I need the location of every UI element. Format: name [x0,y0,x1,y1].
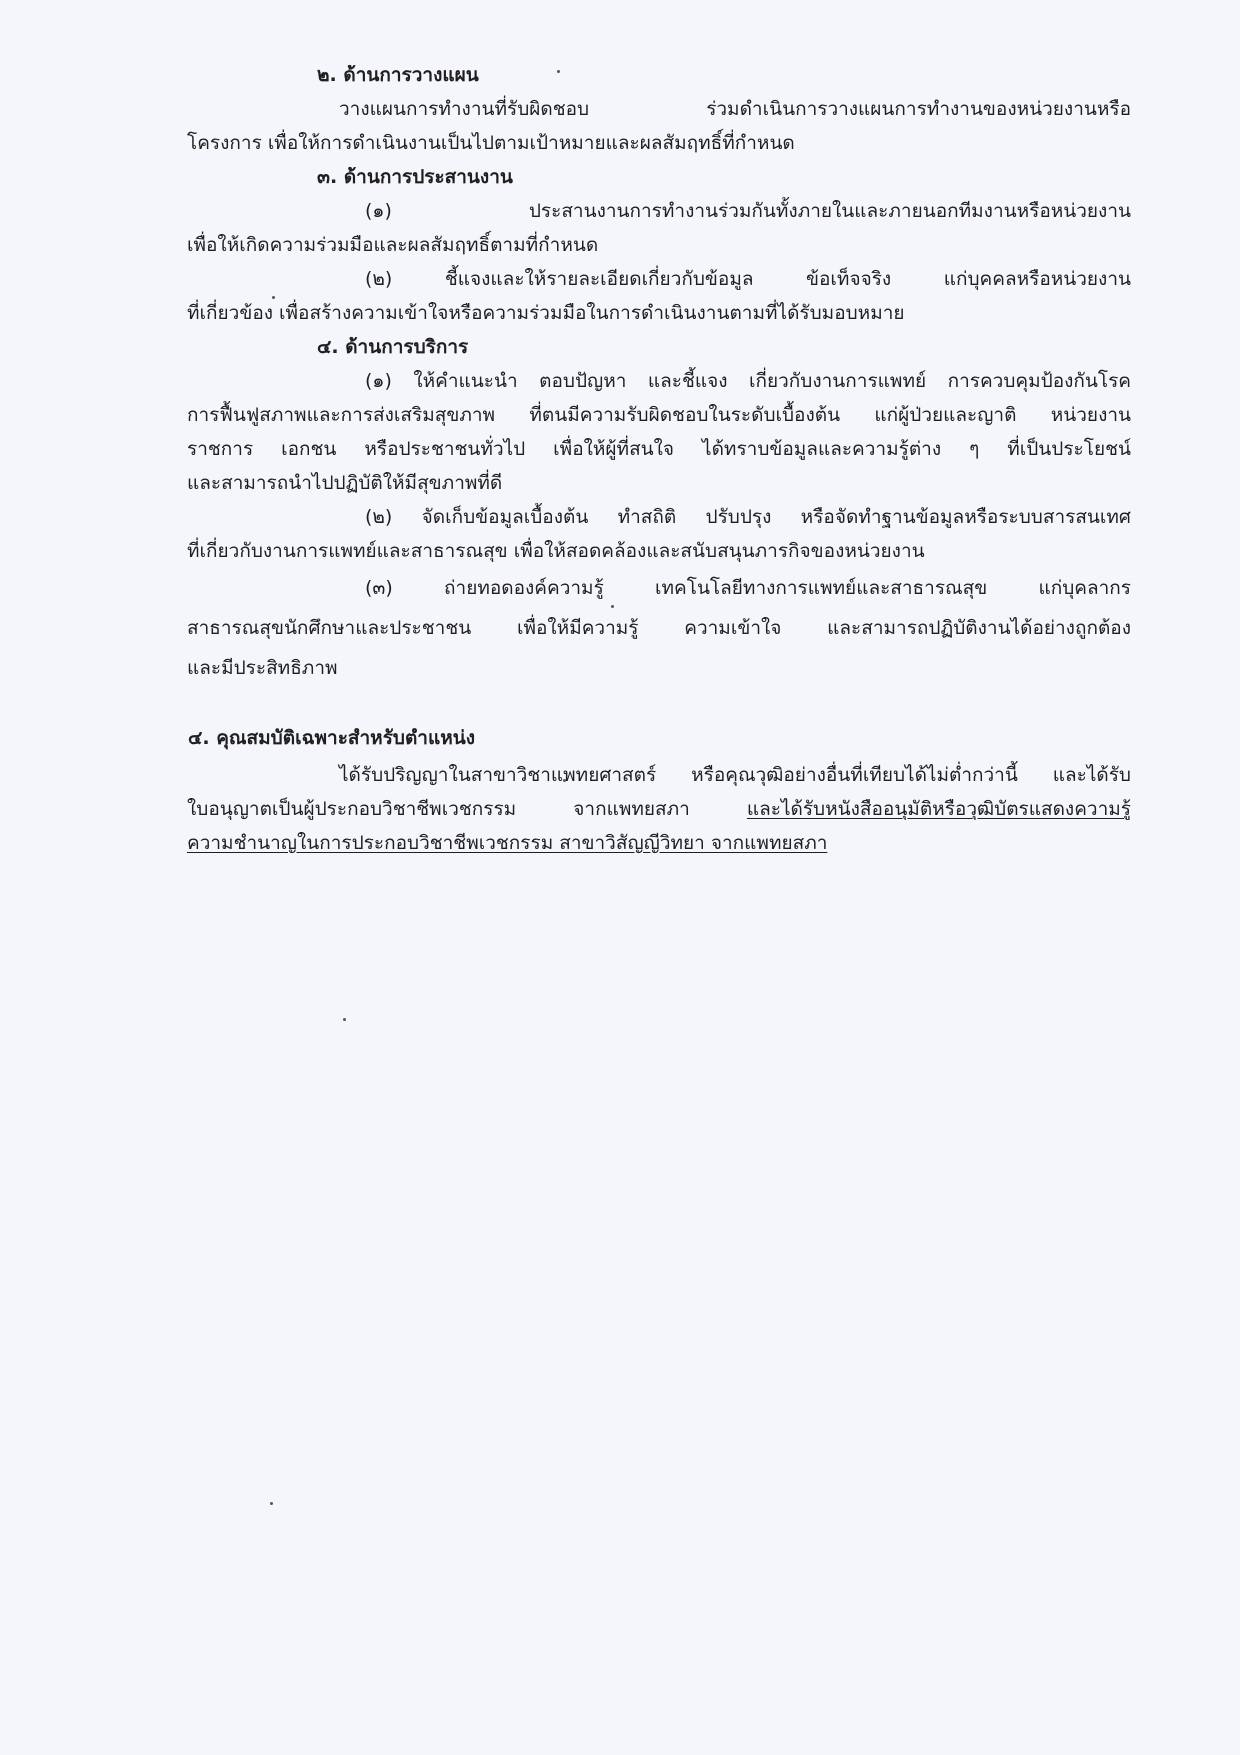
paragraph-line: โครงการ เพื่อให้การดำเนินงานเป็นไปตามเป้าหมายและผลสัมฤทธิ์ที่กำหนด [187,132,795,154]
qualification-text: ใบอนุญาตเป็นผู้ประกอบวิชาชีพเวชกรรม จากแพทยสภา [187,798,747,820]
section-heading-qualification: ๔. คุณสมบัติเฉพาะสำหรับตำแหน่ง [188,727,476,749]
paragraph-line: และสามารถนำไปปฏิบัติให้มีสุขภาพที่ดี [187,472,503,494]
paragraph-line: ราชการ เอกชน หรือประชาชนทั่วไป เพื่อให้ผู้ที่สนใจ ได้ทราบข้อมูลและความรู้ต่าง ๆ ที่เป็นประโยชน์ [187,438,1131,460]
scan-speck [270,1502,273,1505]
paragraph-line: ได้รับปริญญาในสาขาวิชาแพทยศาสตร์ หรือคุณวุฒิอย่างอื่นที่เทียบได้ไม่ต่ำกว่านี้ และได้รับ [339,764,1131,786]
paragraph-line: การฟื้นฟูสภาพและการส่งเสริมสุขภาพ ที่ตนมีความรับผิดชอบในระดับเบื้องต้น แก่ผู้ป่วยและญาติ หน่วยงาน [187,404,1131,426]
section-heading-service: ๔. ด้านการบริการ [317,336,469,358]
paragraph-line: (๓) ถ่ายทอดองค์ความรู้ เทคโนโลยีทางการแพทย์และสาธารณสุข แก่บุคลากร [365,577,1131,599]
section-spacer [187,688,1131,718]
paragraph-line: (๑) ให้คำแนะนำ ตอบปัญหา และชี้แจง เกี่ยวกับงานการแพทย์ การควบคุมป้องกันโรค [365,370,1131,392]
underlined-requirement: ความชำนาญในการประกอบวิชาชีพเวชกรรม สาขาวิสัญญีวิทยา จากแพทยสภา [187,832,828,854]
paragraph-line: ที่เกี่ยวกับงานการแพทย์และสาธารณสุข เพื่อให้สอดคล้องและสนับสนุนภารกิจของหน่วยงาน [187,540,925,562]
document-body [187,58,1131,860]
paragraph-line: (๒) ชี้แจงและให้รายละเอียดเกี่ยวกับข้อมูล ข้อเท็จจริง แก่บุคคลหรือหน่วยงาน [365,268,1131,290]
paragraph-line: เพื่อให้เกิดความร่วมมือและผลสัมฤทธิ์ตามที่กำหนด [187,234,599,256]
paragraph-line: ที่เกี่ยวข้อง เพื่อสร้างความเข้าใจหรือความร่วมมือในการดำเนินงานตามที่ได้รับมอบหมาย [187,302,905,324]
paragraph-line: สาธารณสุขนักศึกษาและประชาชน เพื่อให้มีความรู้ ความเข้าใจ และสามารถปฏิบัติงานได้อย่างถูกต้อง [187,617,1131,639]
paragraph-line: และมีประสิทธิภาพ [187,657,338,679]
paragraph-line: (๒) จัดเก็บข้อมูลเบื้องต้น ทำสถิติ ปรับปรุง หรือจัดทำฐานข้อมูลหรือระบบสารสนเทศ [365,506,1131,528]
paragraph-line: วางแผนการทำงานที่รับผิดชอบ ร่วมดำเนินการวางแผนการทำงานของหน่วยงานหรือ [339,98,1131,120]
underlined-requirement: และได้รับหนังสืออนุมัติหรือวุฒิบัตรแสดงความรู้ [746,798,1131,820]
paragraph-line [187,792,1131,826]
section-heading-coordination: ๓. ด้านการประสานงาน [317,166,513,188]
paragraph-line: (๑) ประสานงานการทำงานร่วมกันทั้งภายในและภายนอกทีมงานหรือหน่วยงาน [365,200,1131,222]
section-heading-planning: ๒. ด้านการวางแผน [317,64,479,86]
scan-speck [343,1018,346,1021]
paragraph-line [187,826,1131,860]
